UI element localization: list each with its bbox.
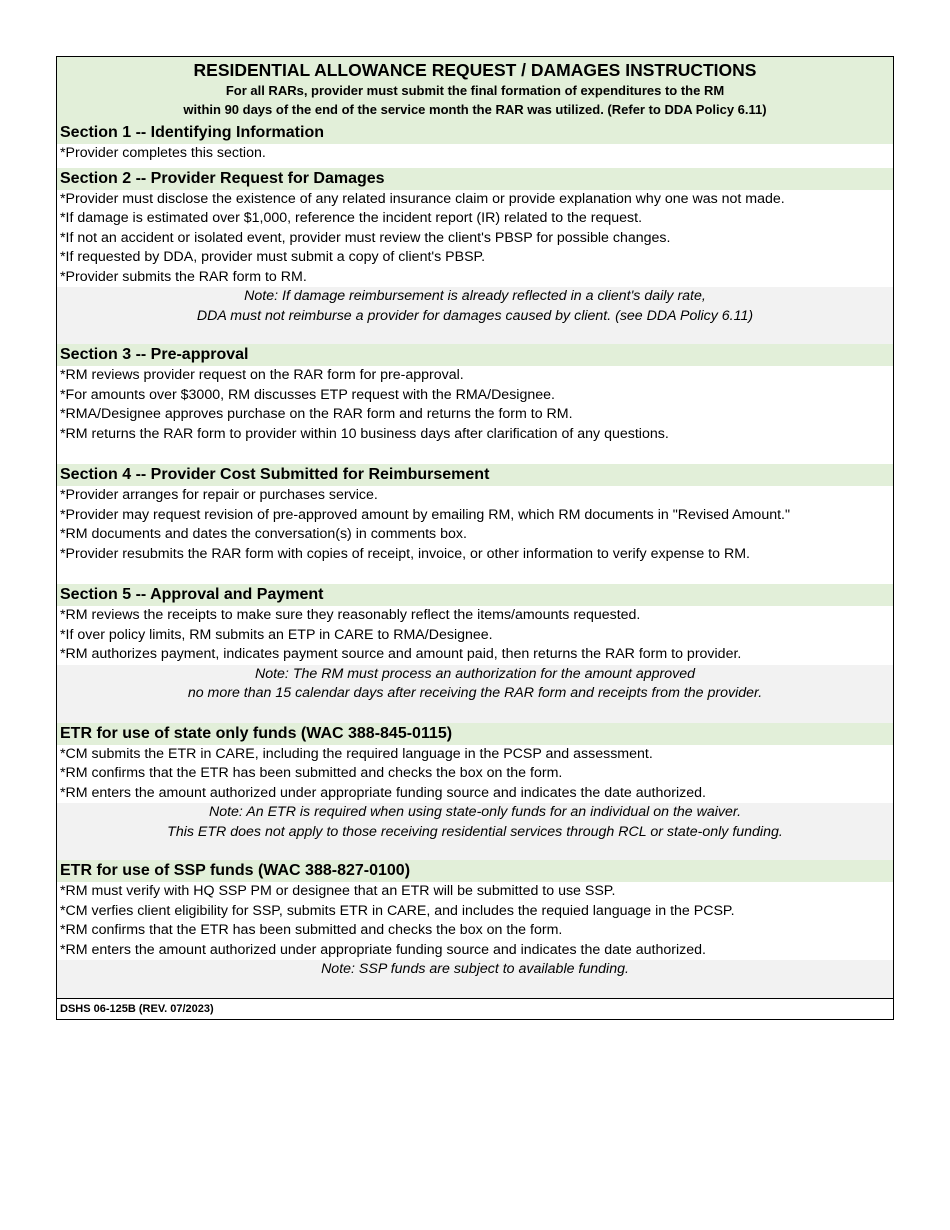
section-title: Section 1 -- Identifying Information xyxy=(57,122,893,144)
note-block xyxy=(57,803,893,860)
form-title: RESIDENTIAL ALLOWANCE REQUEST / DAMAGES INSTRUCTIONS xyxy=(193,60,757,80)
section-4 xyxy=(57,464,893,584)
instruction-line: *RMA/Designee approves purchase on the RAR form and returns the form to RM. xyxy=(60,406,573,422)
instruction-line: *If requested by DDA, provider must submit a copy of client's PBSP. xyxy=(60,249,486,265)
note-line: Note: If damage reimbursement is already reflected in a client's daily rate, xyxy=(244,288,706,304)
instruction-line: *Provider arranges for repair or purchases service. xyxy=(60,487,378,503)
section-title: Section 2 -- Provider Request for Damages xyxy=(57,168,893,190)
section-1 xyxy=(57,122,893,164)
form-number: DSHS 06-125B (REV. 07/2023) xyxy=(57,998,893,1019)
form-subtitle-line-2: within 90 days of the end of the service month the RAR was utilized. (Refer to DDA Policy 6.11) xyxy=(183,102,767,117)
note-block xyxy=(57,960,893,998)
instruction-line: *RM reviews provider request on the RAR form for pre-approval. xyxy=(60,367,464,383)
instruction-line: *RM enters the amount authorized under appropriate funding source and indicates the date authorized. xyxy=(60,941,706,958)
instruction-line: *Provider may request revision of pre-approved amount by emailing RM, which RM documents in "Revised Amount." xyxy=(60,506,791,523)
section-etr-state-only xyxy=(57,723,893,861)
instruction-line: *RM confirms that the ETR has been submitted and checks the box on the form. xyxy=(60,765,563,781)
form-header xyxy=(57,57,893,122)
instruction-line: *RM returns the RAR form to provider within 10 business days after clarification of any questions. xyxy=(60,425,669,442)
section-5 xyxy=(57,584,893,723)
instruction-line: *RM confirms that the ETR has been submitted and checks the box on the form. xyxy=(60,922,563,938)
instruction-line: *RM reviews the receipts to make sure they reasonably reflect the items/amounts requested. xyxy=(60,607,641,623)
instructions-form xyxy=(56,56,894,1020)
note-line: Note: SSP funds are subject to available funding. xyxy=(321,961,629,977)
instruction-line: *RM documents and dates the conversation(s) in comments box. xyxy=(60,526,467,542)
instruction-line: *Provider must disclose the existence of any related insurance claim or provide explanation why one was not made. xyxy=(60,190,785,207)
section-title: Section 5 -- Approval and Payment xyxy=(57,584,893,606)
note-line: This ETR does not apply to those receiving residential services through RCL or state-only funding. xyxy=(167,823,783,840)
note-block xyxy=(57,665,893,723)
section-2 xyxy=(57,168,893,345)
section-title: ETR for use of state only funds (WAC 388-845-0115) xyxy=(57,723,893,745)
form-subtitle-line-1: For all RARs, provider must submit the final formation of expenditures to the RM xyxy=(225,83,725,98)
note-line: Note: The RM must process an authorization for the amount approved xyxy=(254,665,696,682)
instruction-line: *If over policy limits, RM submits an ETP in CARE to RMA/Designee. xyxy=(60,626,493,643)
note-block xyxy=(57,287,893,344)
instruction-line: *If not an accident or isolated event, provider must review the client's PBSP for possible changes. xyxy=(60,229,671,246)
instruction-line: *Provider submits the RAR form to RM. xyxy=(60,268,307,285)
section-title: Section 3 -- Pre-approval xyxy=(57,344,893,366)
instruction-line: *Provider resubmits the RAR form with copies of receipt, invoice, or other information to verify expense to RM. xyxy=(60,545,750,562)
instruction-line: *CM verfies client eligibility for SSP, submits ETR in CARE, and includes the requied language in the PCSP. xyxy=(60,902,735,919)
spacer xyxy=(57,564,893,584)
instruction-line: *RM must verify with HQ SSP PM or designee that an ETR will be submitted to use SSP. xyxy=(60,883,616,899)
section-3 xyxy=(57,344,893,464)
section-title: Section 4 -- Provider Cost Submitted for Reimbursement xyxy=(57,464,893,486)
spacer xyxy=(57,444,893,464)
instruction-line: *RM authorizes payment, indicates payment source and amount paid, then returns the RAR form to provider. xyxy=(60,646,742,662)
instruction-line: *RM enters the amount authorized under appropriate funding source and indicates the date authorized. xyxy=(60,784,706,801)
note-line: no more than 15 calendar days after receiving the RAR form and receipts from the provider. xyxy=(187,685,763,701)
section-title: ETR for use of SSP funds (WAC 388-827-0100) xyxy=(57,860,893,882)
instruction-line: *If damage is estimated over $1,000, reference the incident report (IR) related to the request. xyxy=(60,210,643,226)
note-line: DDA must not reimburse a provider for damages caused by client. (see DDA Policy 6.11) xyxy=(196,307,754,324)
section-etr-ssp xyxy=(57,860,893,998)
instruction-line: *For amounts over $3000, RM discusses ETP request with the RMA/Designee. xyxy=(60,386,555,403)
instruction-line: *CM submits the ETR in CARE, including the required language in the PCSP and assessment. xyxy=(60,745,653,762)
note-line: Note: An ETR is required when using state-only funds for an individual on the waiver. xyxy=(208,804,742,820)
instruction-line: *Provider completes this section. xyxy=(60,145,266,161)
